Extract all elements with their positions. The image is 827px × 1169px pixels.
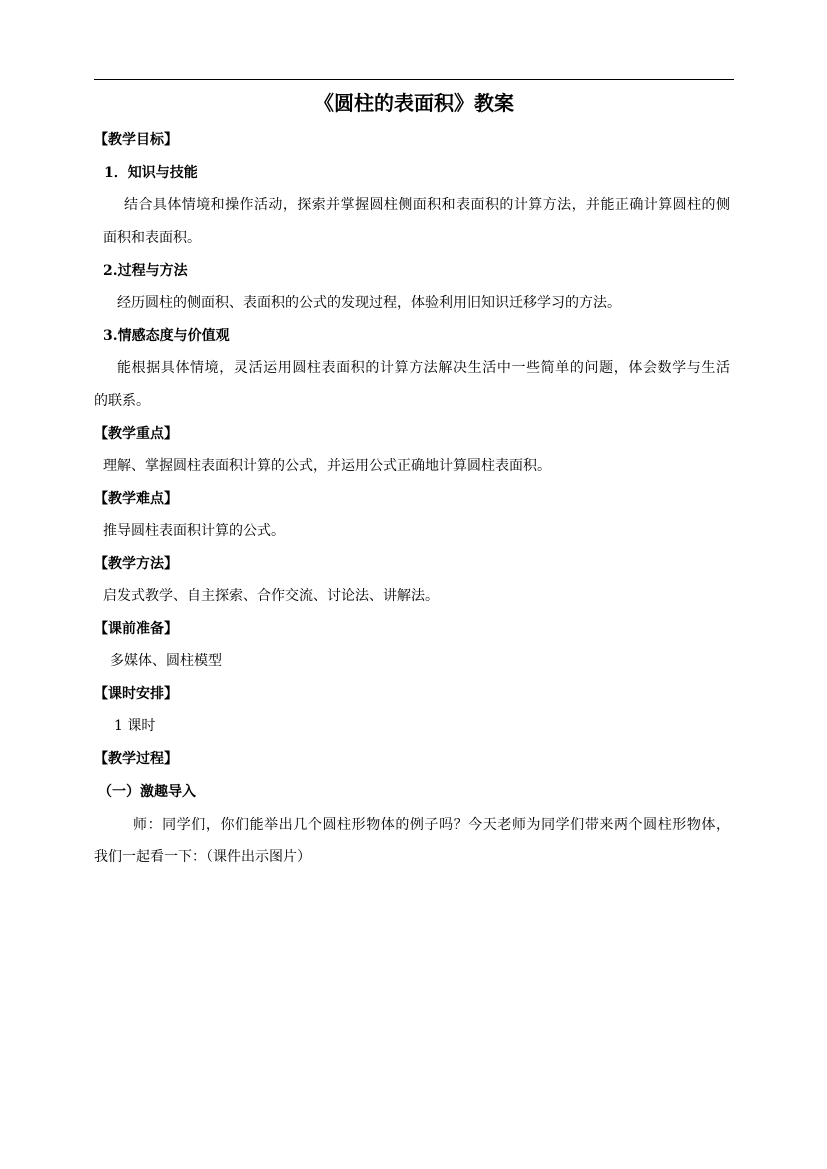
goal3-heading: 3.情感态度与价值观 (103, 328, 230, 344)
goal1-text-line2: 面积和表面积。 (103, 230, 201, 246)
process-heading: 【教学过程】 (94, 751, 178, 767)
difficulty-heading: 【教学难点】 (94, 491, 178, 507)
prep-heading: 【课前准备】 (94, 621, 178, 637)
process-subheading: （一）激趣导入 (98, 784, 196, 800)
key-heading: 【教学重点】 (94, 426, 178, 442)
goal1-text-line1: 结合具体情境和操作活动，探索并掌握圆柱侧面积和表面积的计算方法，并能正确计算圆柱的侧 (124, 197, 730, 213)
goal3-text-line2: 的联系。 (94, 393, 150, 409)
goals-heading: 【教学目标】 (94, 132, 178, 148)
method-text: 启发式教学、自主探索、合作交流、讨论法、讲解法。 (103, 588, 439, 604)
goal3-text-line1: 能根据具体情境，灵活运用圆柱表面积的计算方法解决生活中一些简单的问题，体会数学与生活 (117, 360, 730, 376)
key-text: 理解、掌握圆柱表面积计算的公式，并运用公式正确地计算圆柱表面积。 (103, 458, 551, 474)
method-heading: 【教学方法】 (94, 556, 178, 572)
process-text-line2: 我们一起看一下：（课件出示图片） (94, 849, 311, 865)
schedule-heading: 【课时安排】 (94, 686, 178, 702)
process-text-line1: 师：同学们，你们能举出几个圆柱形物体的例子吗？今天老师为同学们带来两个圆柱形物体， (133, 817, 730, 833)
goal2-text: 经历圆柱的侧面积、表面积的公式的发现过程，体验利用旧知识迁移学习的方法。 (117, 295, 621, 311)
schedule-text: 1 课时 (114, 718, 156, 734)
goal2-heading: 2.过程与方法 (103, 263, 188, 279)
page-title: 《圆柱的表面积》教案 (314, 91, 514, 115)
goal1-heading: 1．知识与技能 (104, 165, 198, 181)
prep-text: 多媒体、圆柱模型 (110, 653, 222, 669)
difficulty-text: 推导圆柱表面积计算的公式。 (103, 523, 285, 539)
header-rule (94, 79, 734, 80)
